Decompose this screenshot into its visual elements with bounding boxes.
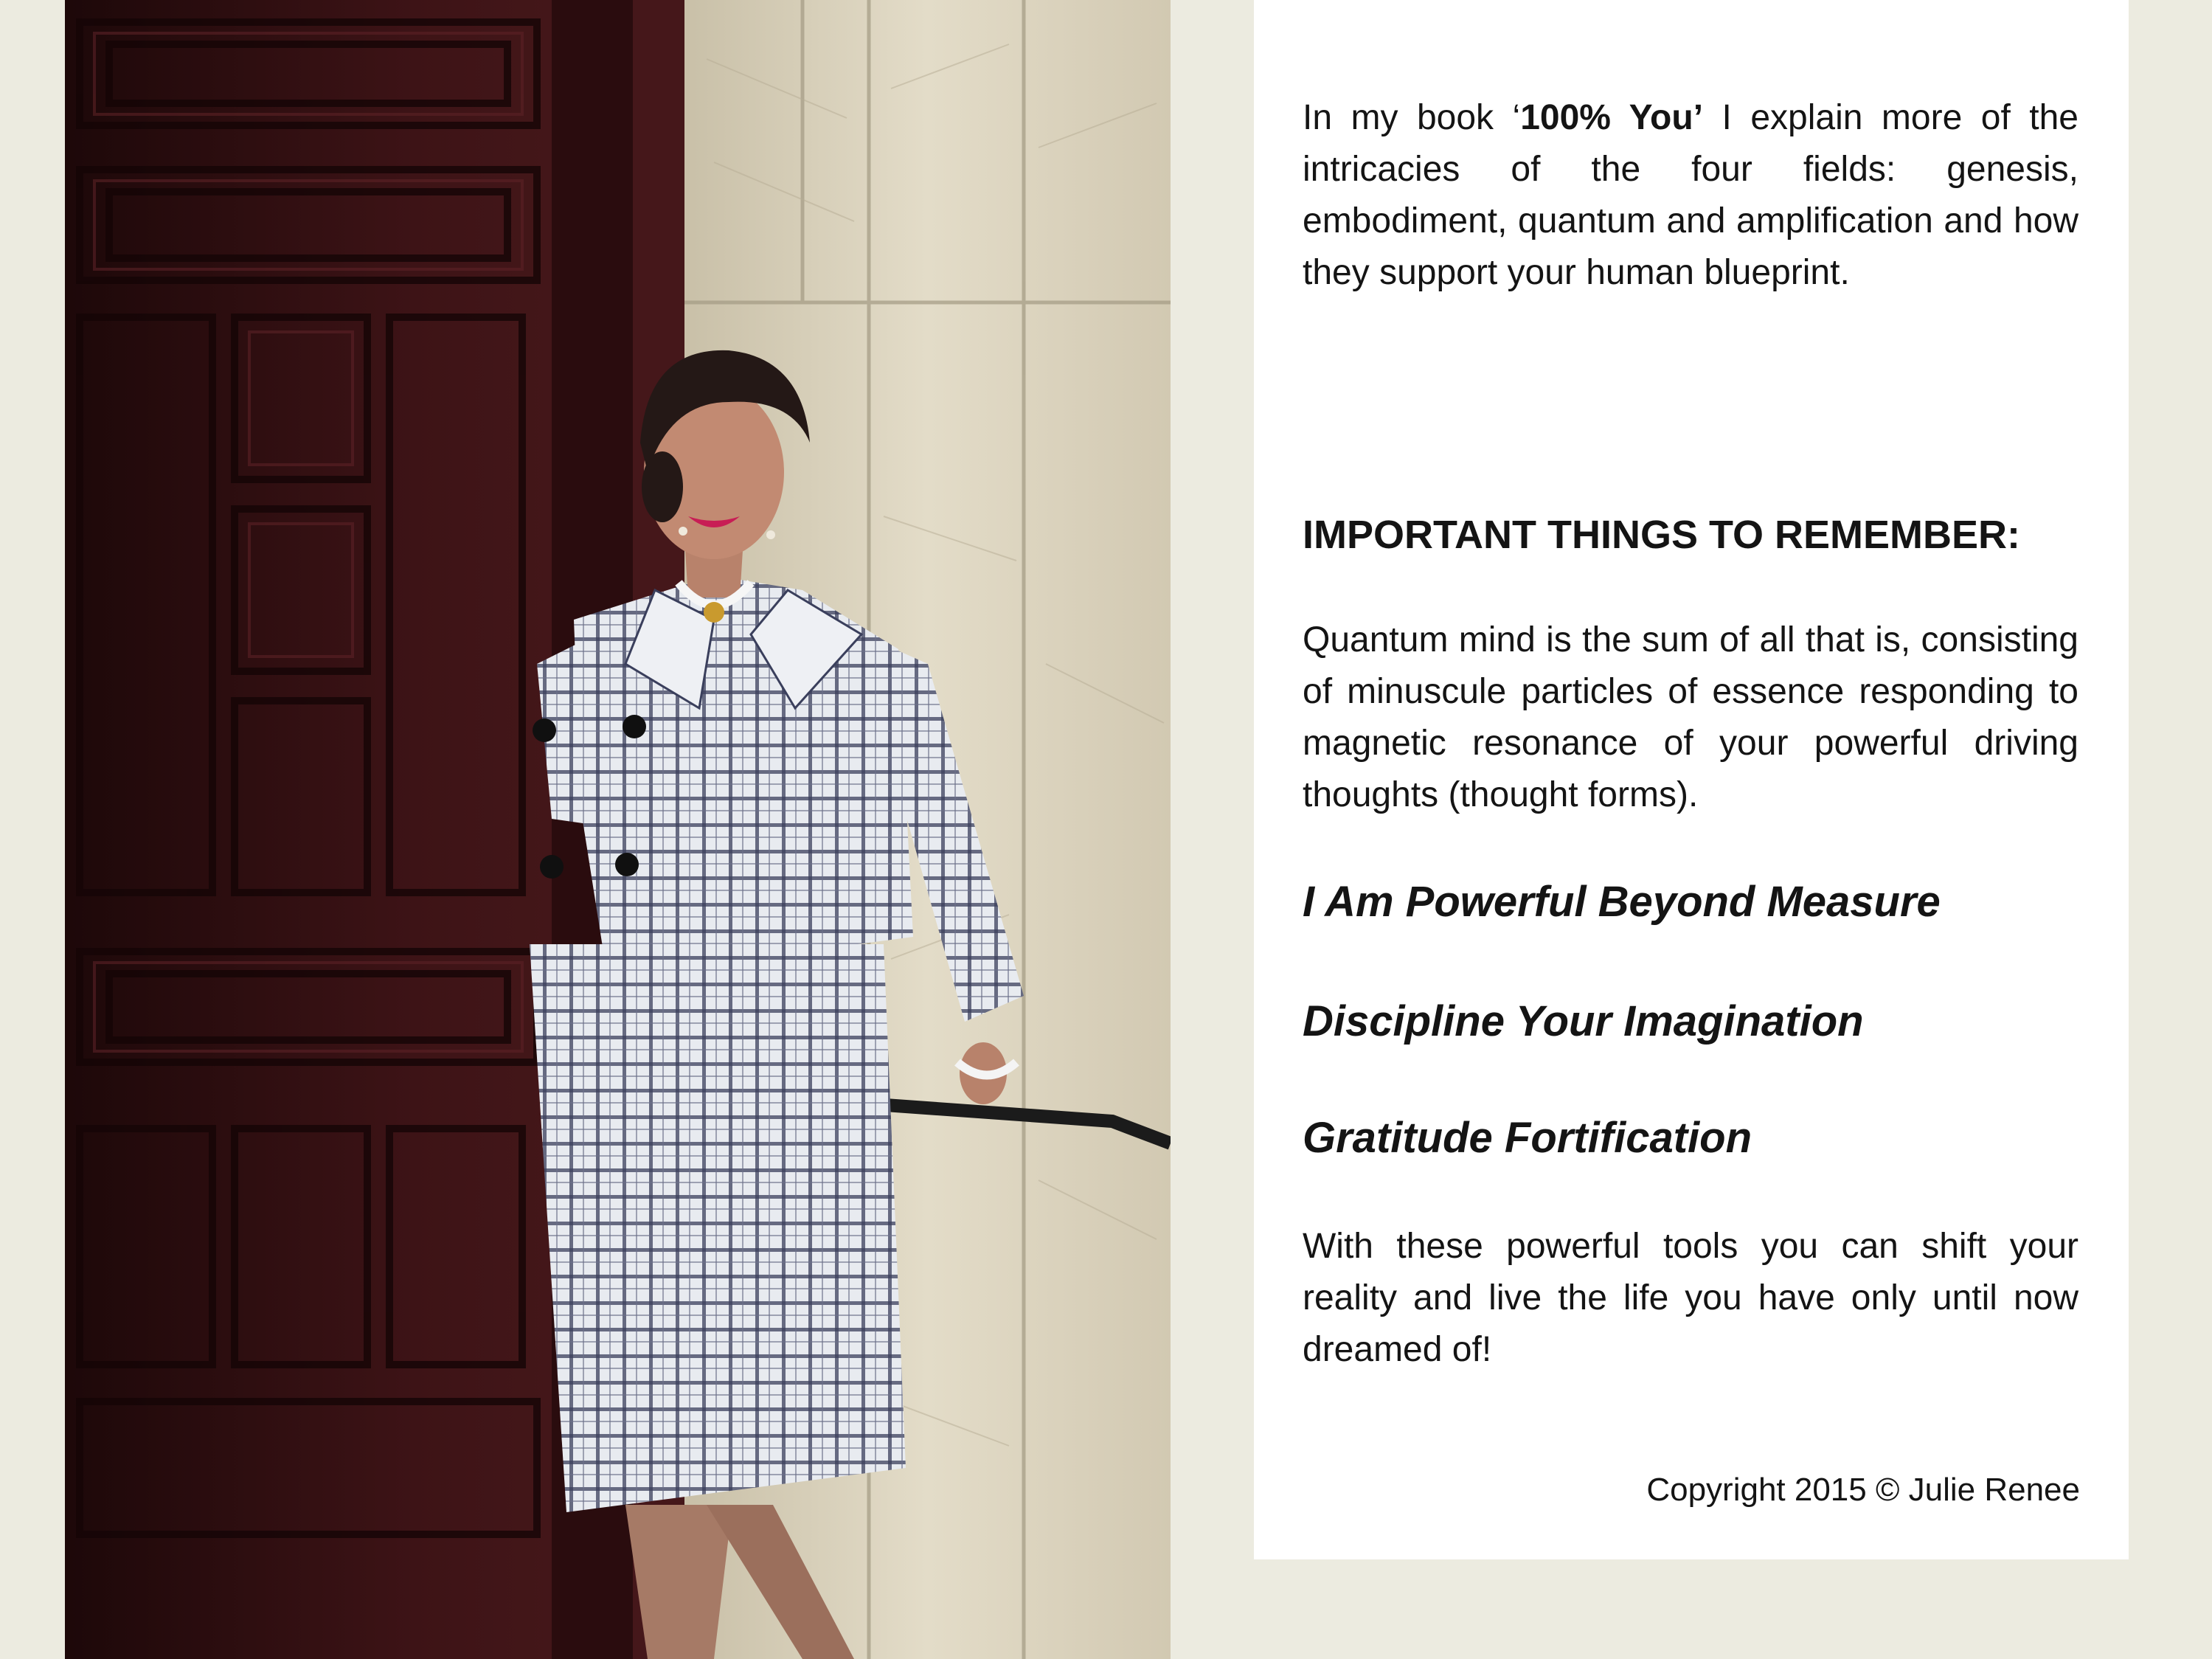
intro-paragraph [1303,92,2078,299]
intro-text-before: In my book ‘ [1303,98,1521,137]
closing-paragraph: With these powerful tools you can shift your reality and live the life you have only until now dreamed of! [1303,1227,2078,1369]
affirmation-3: Gratitude Fortification [1303,1114,1752,1162]
text-panel [1254,0,2129,1559]
affirmation-1: I Am Powerful Beyond Measure [1303,878,1941,926]
intro-text-after: I explain more of the intricacies of the four fields: genesis, embodiment, quantum and amplification and how they support your human blueprint. [1303,98,2078,292]
copyright-notice: Copyright 2015 © Julie Renee [1646,1472,2080,1508]
portrait-photo [65,0,1171,1659]
quantum-paragraph: Quantum mind is the sum of all that is, consisting of minuscule particles of essence responding to magnetic resonance of your powerful driving thoughts (thought forms). [1303,620,2078,814]
affirmation-2: Discipline Your Imagination [1303,997,1864,1045]
section-heading: IMPORTANT THINGS TO REMEMBER: [1303,513,2020,557]
book-title: 100% You’ [1520,98,1704,137]
